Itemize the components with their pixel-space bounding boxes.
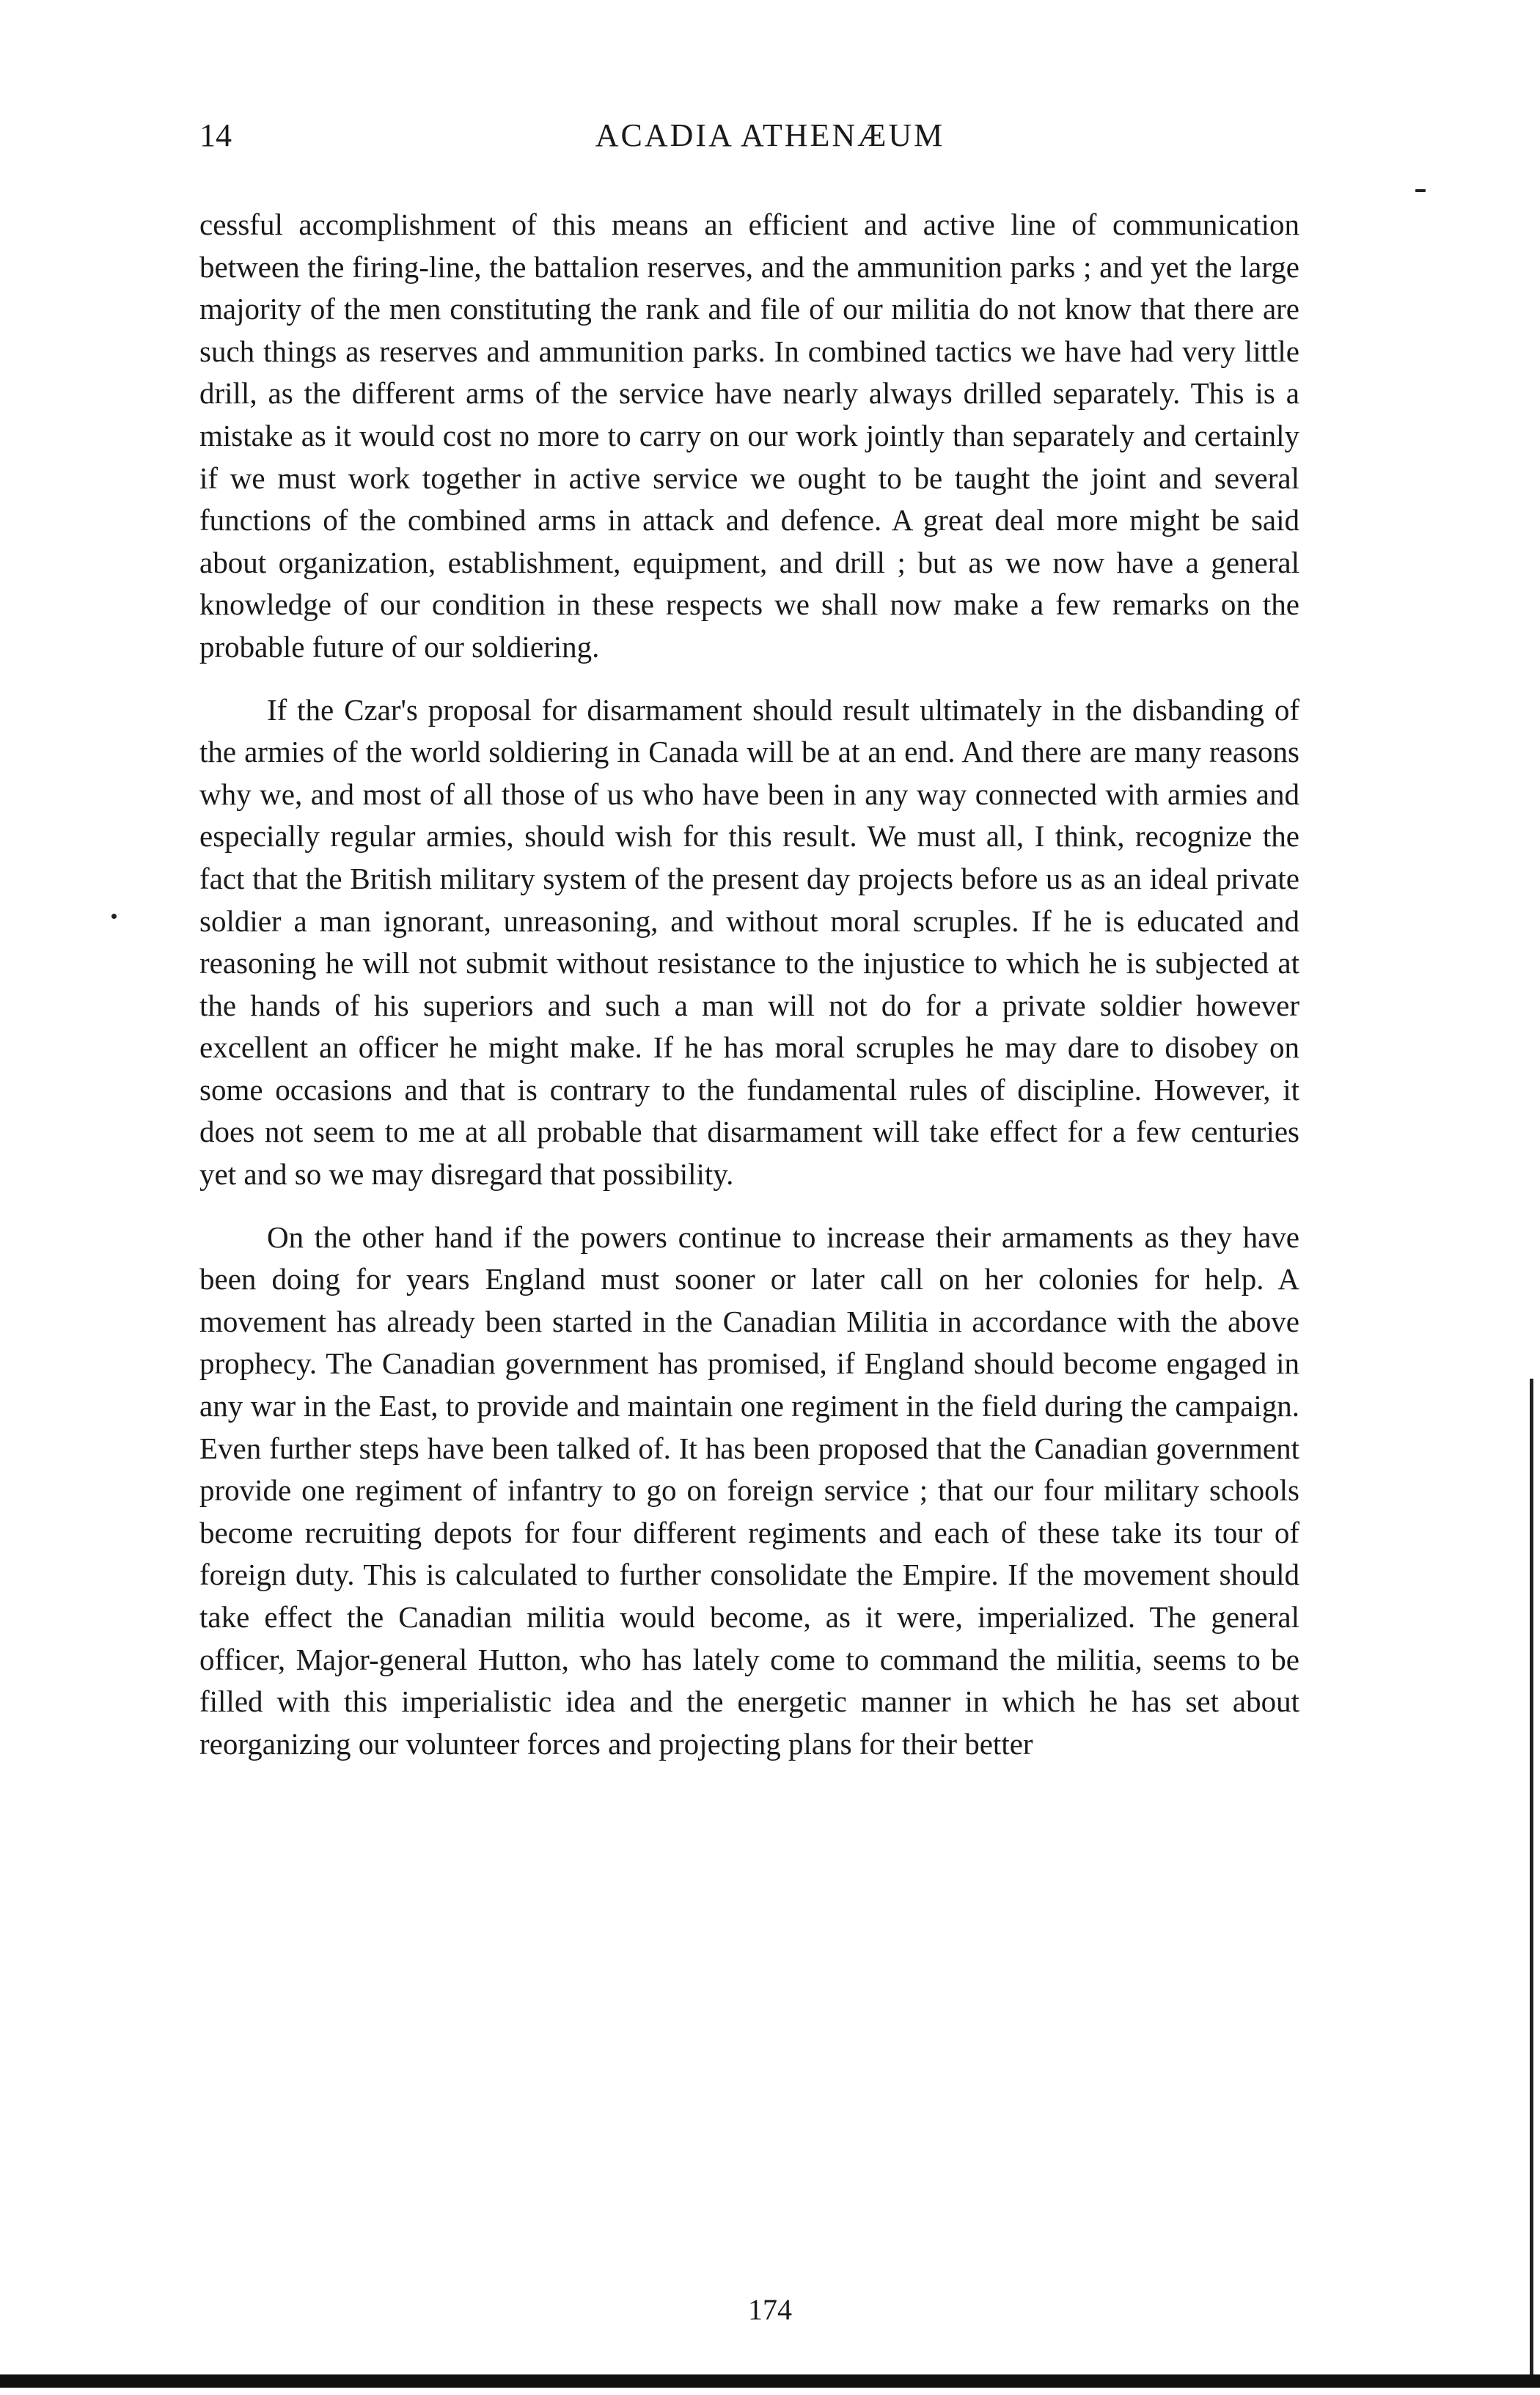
scan-speck — [1415, 189, 1426, 192]
paragraph-2: If the Czar's proposal for disarmament should result ultimately in the disbanding of the armies of the world soldiering in Canada will be at an end. And there are many reasons why we, and most of all those of us who have been in any way connected with armies and especially regular armies, should wish for this result. We must all, I think, recognize the fact that the British military system of the present day projects before us as an ideal private soldier a man ignorant, unreasoning, and without moral scruples. If he is educated and reasoning he will not submit without resistance to the injustice to which he is subjected at the hands of his superiors and such a man will not do for a private soldier however excellent an officer he might make. If he has moral scruples he may dare to disobey on some occasions and that is contrary to the fundamental rules of discipline. However, it does not seem to me at all probable that disarmament will take effect for a few centuries yet and so we may disregard that possibility. — [199, 692, 1299, 1192]
paragraph-3: On the other hand if the powers continue to increase their armaments as they have been doing for years England must sooner or later call on her colonies for help. A movement has already been started in the Canadian Militia in accordance with the above prophecy. The Canadian government has promised, if England should become engaged in any war in the East, to provide and maintain one regiment in the field during the campaign. Even further steps have been talked of. It has been proposed that the Canadian government provide one regiment of infantry to go on foreign service ; that our four military schools become recruiting depots for four different regiments and each of these take its tour of foreign duty. This is calculated to further consolidate the Empire. If the movement should take effect the Canadian militia would become, as it were, imperialized. The general officer, Major-general Hutton, who has lately come to command the militia, seems to be filled with this imperialistic idea and the energetic manner in which he has set about reorganizing our volunteer forces and projecting plans for their better — [199, 1219, 1299, 1761]
scan-edge-line — [1530, 1379, 1533, 2376]
running-title: ACADIA ATHENÆUM — [595, 117, 945, 153]
paragraph-1: cessful accomplishment of this means an efficient and active line of communication between the firing-line, the battalion reserves, and the ammunition parks ; and yet the large majority of the men constituting the rank and file of our militia do not know that there are such things as reserves and ammunition parks. In combined tactics we have had very little drill, as the different arms of the service have nearly always drilled separately. This is a mistake as it would cost no more to carry on our work jointly than separately and certainly if we must work together in active service we ought to be taught the joint and several functions of the combined arms in attack and defence. A great deal more might be said about organization, establishment, equipment, and drill ; but as we now have a general knowledge of our condition in these respects we shall now make a few remarks on the probable future of our soldiering. — [199, 208, 1299, 664]
page-number-bottom: 174 — [748, 2293, 792, 2326]
scan-bottom-bar — [0, 2374, 1540, 2388]
body-text — [199, 204, 1299, 1786]
scan-speck — [111, 914, 117, 919]
page-number-top: 14 — [199, 117, 232, 153]
